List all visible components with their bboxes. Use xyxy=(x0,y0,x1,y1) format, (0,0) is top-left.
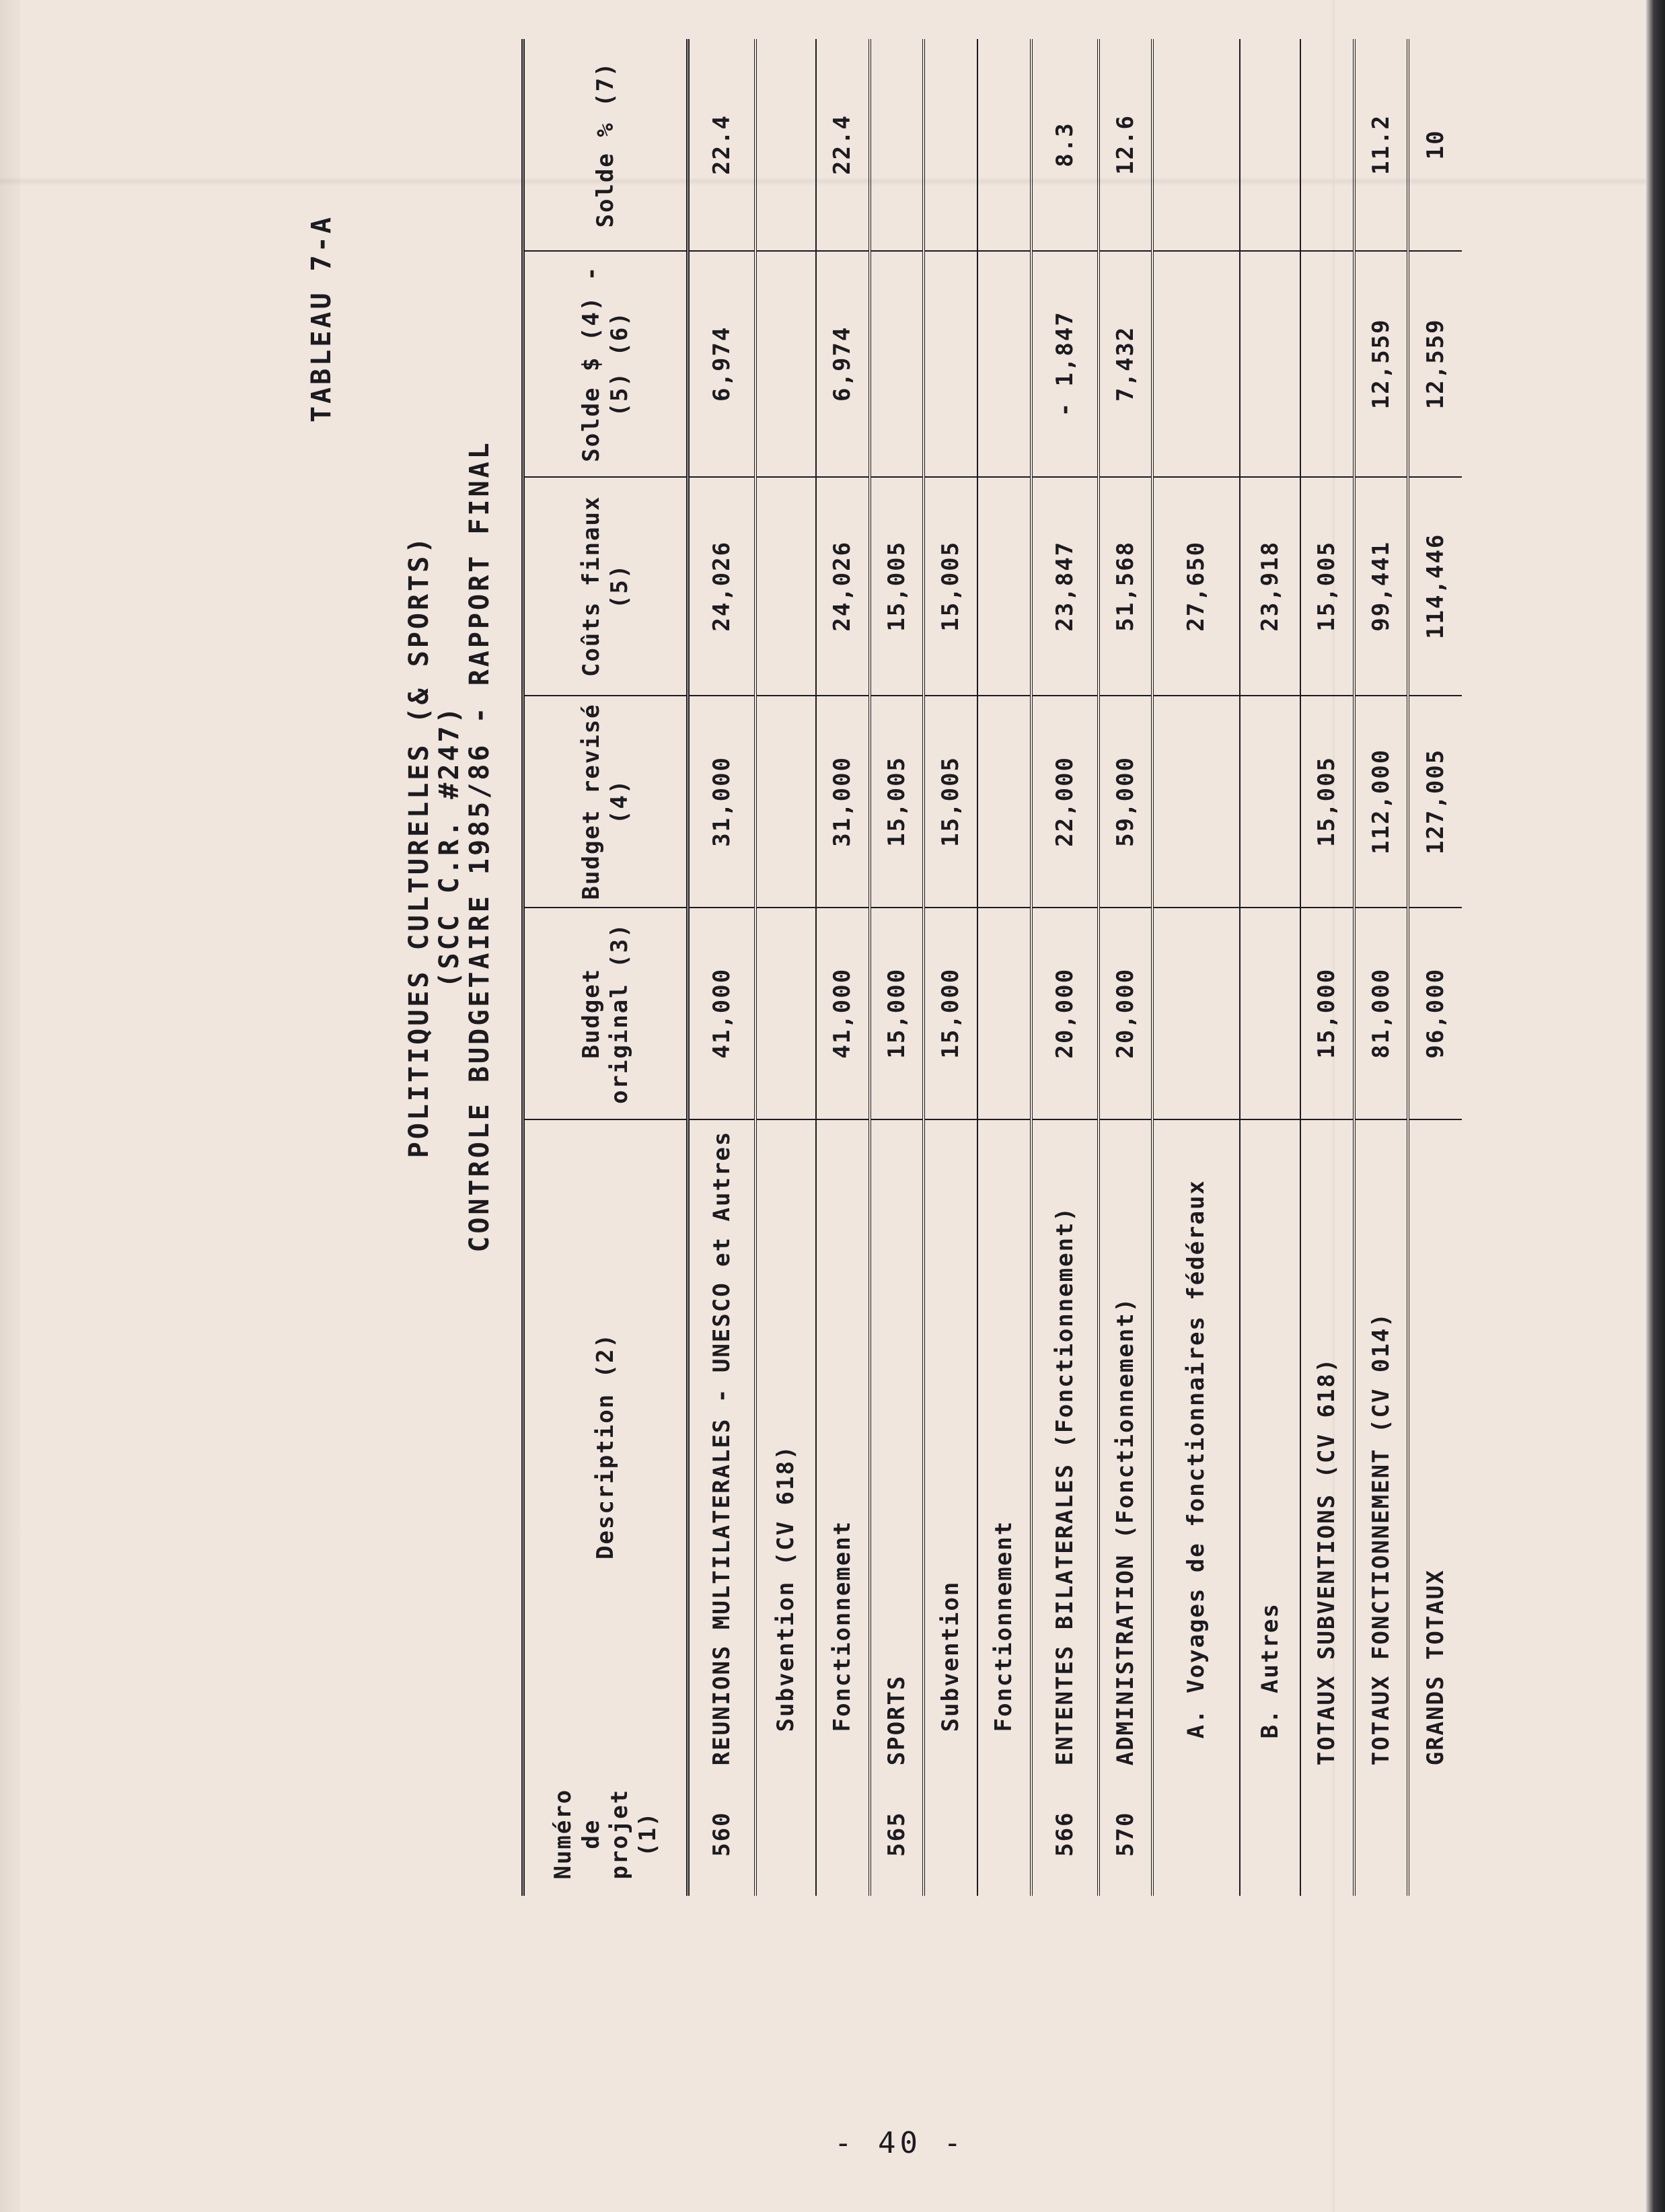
table-row xyxy=(1031,39,1099,1896)
cell-orig: 20,000 xyxy=(1031,908,1099,1119)
cell-orig: 96,000 xyxy=(1408,908,1462,1119)
cell-rev: 15,005 xyxy=(870,696,924,908)
table-row xyxy=(870,39,924,1896)
cell-num xyxy=(1300,1772,1354,1896)
cell-num xyxy=(924,1772,977,1896)
cell-solde xyxy=(755,251,816,477)
cell-final: 114,446 xyxy=(1408,477,1462,696)
cell-orig: 15,000 xyxy=(870,908,924,1119)
table-row xyxy=(1152,39,1240,1896)
cell-rev: 112,000 xyxy=(1354,696,1408,908)
cell-rev: 15,005 xyxy=(1300,696,1354,908)
cell-desc: TOTAUX SUBVENTIONS (CV 618) xyxy=(1313,1357,1340,1766)
cell-solde xyxy=(924,251,977,477)
table-row xyxy=(977,39,1031,1896)
cell-orig: 15,000 xyxy=(924,908,977,1119)
cell-pct xyxy=(870,39,924,251)
header-balance-percent: Solde % (7) xyxy=(523,39,688,251)
cell-num: 570 xyxy=(1111,1811,1139,1857)
cell-solde xyxy=(977,251,1031,477)
cell-final: 23,847 xyxy=(1031,477,1099,696)
cell-rev: 31,000 xyxy=(816,696,870,908)
cell-num xyxy=(1240,1772,1300,1896)
cell-rev xyxy=(977,696,1031,908)
cell-pct xyxy=(1240,39,1300,251)
header-original-budget: Budget original (3) xyxy=(523,908,688,1119)
table-row xyxy=(1300,39,1354,1896)
cell-rev: 15,005 xyxy=(924,696,977,908)
cell-final: 24,026 xyxy=(816,477,870,696)
cell-solde: - 1,847 xyxy=(1031,251,1099,477)
cell-desc: GRANDS TOTAUX xyxy=(1421,1569,1449,1766)
cell-rev: 22,000 xyxy=(1031,696,1099,908)
cell-solde xyxy=(870,251,924,477)
cell-desc: Subvention xyxy=(937,1580,964,1732)
table-row xyxy=(1099,39,1152,1896)
cell-rev xyxy=(1240,696,1300,908)
page-right-edge xyxy=(1646,0,1665,2212)
title-line-3: CONTROLE BUDGETAIRE 1985/86 - RAPPORT FINAL xyxy=(464,440,495,1253)
cell-pct: 11.2 xyxy=(1354,39,1408,251)
table-row xyxy=(924,39,977,1896)
header-project-number: Numéro de projet (1) xyxy=(550,1788,661,1880)
cell-desc: Fonctionnement xyxy=(829,1520,856,1732)
header-final-costs: Coûts finaux (5) xyxy=(523,477,688,696)
cell-pct: 22.4 xyxy=(688,39,755,251)
title-line-1: POLITIQUES CULTURELLES (& SPORTS) xyxy=(404,534,435,1158)
cell-num xyxy=(1354,1772,1408,1896)
header-revised-budget: Budget revisé (4) xyxy=(523,696,688,908)
cell-orig: 41,000 xyxy=(688,908,755,1119)
cell-num: 565 xyxy=(883,1811,910,1857)
cell-final: 51,568 xyxy=(1099,477,1152,696)
cell-final: 15,005 xyxy=(1300,477,1354,696)
cell-pct: 22.4 xyxy=(816,39,870,251)
cell-num xyxy=(1152,1772,1240,1896)
header-row xyxy=(523,39,688,1896)
table-row xyxy=(1354,39,1408,1896)
cell-orig: 41,000 xyxy=(816,908,870,1119)
cell-pct xyxy=(1152,39,1240,251)
cell-pct xyxy=(755,39,816,251)
cell-solde xyxy=(1152,251,1240,477)
cell-final: 27,650 xyxy=(1152,477,1240,696)
cell-solde: 6,974 xyxy=(688,251,755,477)
cell-desc: REUNIONS MULTILATERALES - UNESCO et Autres xyxy=(708,1130,735,1766)
tableau-label: TABLEAU 7-A xyxy=(306,215,337,422)
cell-final: 23,918 xyxy=(1240,477,1300,696)
cell-final: 15,005 xyxy=(924,477,977,696)
header-balance-dollars: Solde $ (4) -(5) (6) xyxy=(523,251,688,477)
cell-rev: 31,000 xyxy=(688,696,755,908)
cell-desc: Fonctionnement xyxy=(990,1520,1017,1732)
cell-num: 566 xyxy=(1051,1811,1078,1857)
cell-pct: 12.6 xyxy=(1099,39,1152,251)
cell-final: 99,441 xyxy=(1354,477,1408,696)
table-row xyxy=(1240,39,1300,1896)
cell-final xyxy=(977,477,1031,696)
cell-orig xyxy=(977,908,1031,1119)
cell-desc: SPORTS xyxy=(883,1674,910,1766)
cell-final xyxy=(755,477,816,696)
cell-orig: 81,000 xyxy=(1354,908,1408,1119)
header-description: Description (2) xyxy=(592,1332,619,1560)
cell-rev xyxy=(755,696,816,908)
cell-solde xyxy=(1300,251,1354,477)
table-row xyxy=(1408,39,1462,1896)
cell-num: 560 xyxy=(708,1811,735,1857)
cell-num xyxy=(816,1772,870,1896)
cell-orig xyxy=(755,908,816,1119)
cell-rev xyxy=(1152,696,1240,908)
cell-desc: B. Autres xyxy=(1256,1602,1284,1739)
cell-rev: 59,000 xyxy=(1099,696,1152,908)
cell-pct xyxy=(977,39,1031,251)
cell-solde: 12,559 xyxy=(1354,251,1408,477)
cell-rev: 127,005 xyxy=(1408,696,1462,908)
cell-orig: 15,000 xyxy=(1300,908,1354,1119)
cell-solde: 12,559 xyxy=(1408,251,1462,477)
cell-desc: ENTENTES BILATERALES (Fonctionnement) xyxy=(1051,1206,1078,1766)
table-row xyxy=(816,39,870,1896)
cell-desc: Subvention (CV 618) xyxy=(772,1444,799,1732)
cell-desc: A. Voyages de fonctionnaires fédéraux xyxy=(1183,1179,1210,1739)
cell-pct: 8.3 xyxy=(1031,39,1099,251)
title-line-2: (SCC C.R. #247) xyxy=(434,704,465,988)
budget-table xyxy=(521,39,1462,1896)
cell-pct: 10 xyxy=(1408,39,1462,251)
cell-desc: TOTAUX FONCTIONNEMENT (CV 014) xyxy=(1367,1312,1395,1766)
cell-pct xyxy=(924,39,977,251)
table-body xyxy=(688,39,1462,1896)
cell-solde: 7,432 xyxy=(1099,251,1152,477)
page-number: - 40 - xyxy=(834,2126,965,2160)
table-row xyxy=(755,39,816,1896)
cell-desc: ADMINISTRATION (Fonctionnement) xyxy=(1111,1296,1139,1766)
cell-orig xyxy=(1240,908,1300,1119)
cell-num xyxy=(755,1772,816,1896)
cell-orig: 20,000 xyxy=(1099,908,1152,1119)
cell-final: 24,026 xyxy=(688,477,755,696)
cell-num xyxy=(977,1772,1031,1896)
cell-num xyxy=(1408,1772,1462,1896)
table-row xyxy=(688,39,755,1896)
cell-final: 15,005 xyxy=(870,477,924,696)
cell-pct xyxy=(1300,39,1354,251)
cell-solde xyxy=(1240,251,1300,477)
cell-orig xyxy=(1152,908,1240,1119)
cell-solde: 6,974 xyxy=(816,251,870,477)
